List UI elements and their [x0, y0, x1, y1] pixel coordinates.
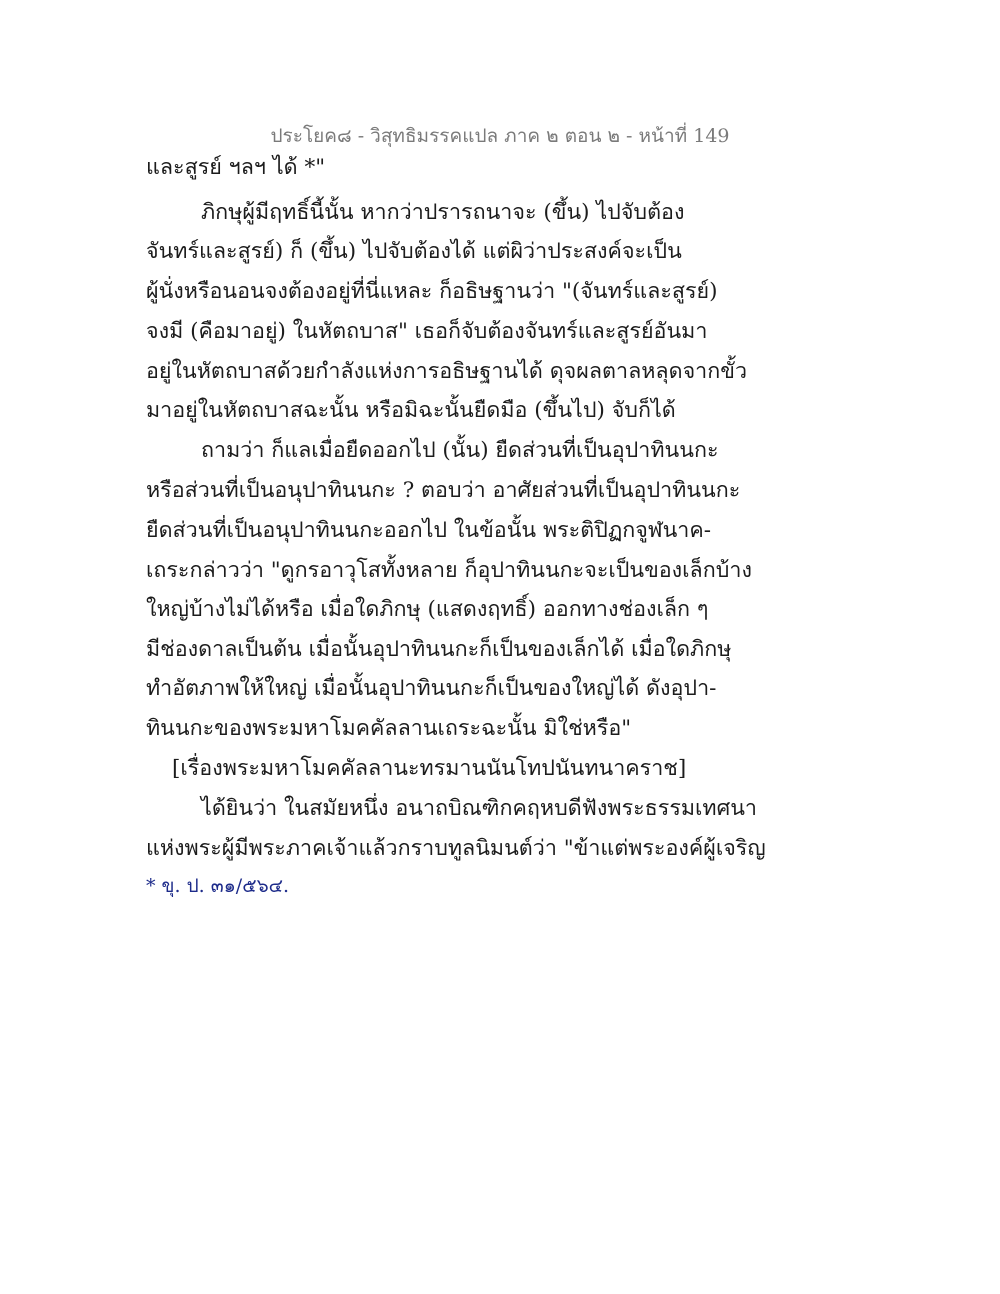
text-line: หรือส่วนที่เป็นอนุปาทินนกะ ? ตอบว่า อาศัยส่วนที่เป็นอุปาทินนกะ	[146, 478, 741, 503]
page-header: ประโยค๘ - วิสุทธิมรรคแปล ภาค ๒ ตอน ๒ - หน้าที่ 149	[270, 125, 730, 147]
paragraph-first-line: ภิกษุผู้มีฤทธิ์นี้นั้น หากว่าปรารถนาจะ (ขึ้น) ไปจับต้อง	[201, 200, 685, 225]
text-line: จันทร์และสูรย์) ก็ (ขึ้น) ไปจับต้องได้ แต่ผิว่าประสงค์จะเป็น	[146, 239, 682, 264]
text-line: เถระกล่าวว่า "ดูกรอาวุโสทั้งหลาย ก็อุปาทินนกะจะเป็นของเล็กบ้าง	[146, 558, 752, 583]
text-line: ทำอัตภาพให้ใหญ่ เมื่อนั้นอุปาทินนกะก็เป็นของใหญ่ได้ ดังอุปา-	[146, 676, 717, 701]
text-line: และสูรย์ ฯลฯ ได้ *"	[146, 155, 326, 180]
text-line: มีช่องดาลเป็นต้น เมื่อนั้นอุปาทินนกะก็เป็นของเล็กได้ เมื่อใดภิกษุ	[146, 637, 732, 662]
text-line: อยู่ในหัตถบาสด้วยกำลังแห่งการอธิษฐานได้ ดุจผลตาลหลุดจากขั้ว	[146, 359, 748, 384]
text-line: ผู้นั่งหรือนอนจงต้องอยู่ที่นี่แหละ ก็อธิษฐานว่า "(จันทร์และสูรย์)	[146, 279, 718, 304]
text-line: ยืดส่วนที่เป็นอนุปาทินนกะออกไป ในข้อนั้น พระติปิฏกจูฬนาค-	[146, 518, 711, 543]
text-line: แห่งพระผู้มีพระภาคเจ้าแล้วกราบทูลนิมนต์ว่า "ข้าแต่พระองค์ผู้เจริญ	[146, 836, 766, 861]
paragraph-first-line: ได้ยินว่า ในสมัยหนึ่ง อนาถบิณฑิกคฤหบดีฟังพระธรรมเทศนา	[201, 796, 757, 821]
text-line: ใหญ่บ้างไม่ได้หรือ เมื่อใดภิกษุ (แสดงฤทธิ์) ออกทางช่องเล็ก ๆ	[146, 597, 709, 622]
text-line: มาอยู่ในหัตถบาสฉะนั้น หรือมิฉะนั้นยืดมือ (ขึ้นไป) จับก็ได้	[146, 398, 676, 423]
paragraph-first-line: ถามว่า ก็แลเมื่อยืดออกไป (นั้น) ยืดส่วนที่เป็นอุปาทินนกะ	[201, 438, 719, 463]
text-line: จงมี (คือมาอยู่) ในหัตถบาส" เธอก็จับต้องจันทร์และสูรย์อันมา	[146, 319, 708, 344]
text-line: ทินนกะของพระมหาโมคคัลลานเถระฉะนั้น มิใช่หรือ"	[146, 716, 632, 741]
footnote: * ขุ. ป. ๓๑/๕๖๔.	[146, 875, 290, 897]
section-heading: [เรื่องพระมหาโมคคัลลานะทรมานนันโทปนันทนาคราช]	[172, 756, 687, 781]
